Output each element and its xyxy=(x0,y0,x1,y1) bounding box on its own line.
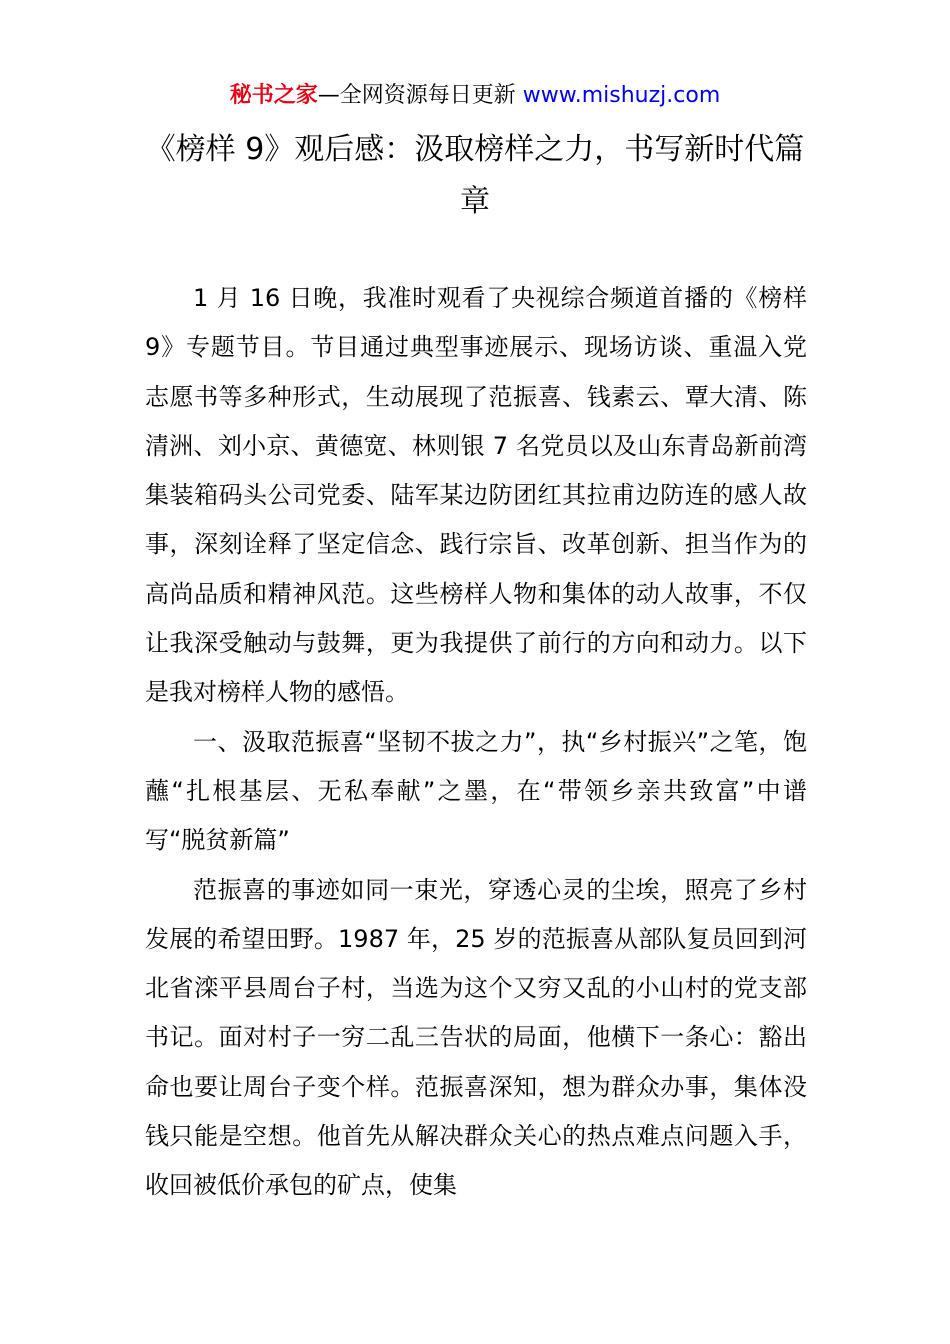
site-brand: 秘书之家 xyxy=(229,83,318,108)
section-heading-1: 一、汲取范振喜“坚韧不拔之力”，执“乡村振兴”之笔，饱蘸“扎根基层、无私奉献”之墨，在“带领乡亲共致富”中谱写“脱贫新篇” xyxy=(145,727,807,855)
document-title: 《榜样 9》观后感：汲取榜样之力，书写新时代篇章 xyxy=(145,132,805,219)
site-header xyxy=(0,80,950,112)
site-url-link[interactable]: www.mishuzj.com xyxy=(522,83,721,108)
site-tagline: —全网资源每日更新 xyxy=(317,83,523,108)
body-paragraph-intro: 1 月 16 日晚，我准时观看了央视综合频道首播的《榜样 9》专题节目。节目通过典型事迹展示、现场访谈、重温入党志愿书等多种形式，生动展现了范振喜、钱素云、覃大清、陈清洲、刘小京、黄德宽、林则银 7 名党员以及山东青岛新前湾集装箱码头公司党委、陆军某边防团红其拉甫边防连的感人故事，深刻诠释了坚定信念、践行宗旨、改革创新、担当作为的高尚品质和精神风范。这些榜样人物和集体的动人故事，不仅让我深受触动与鼓舞，更为我提供了前行的方向和动力。以下是我对榜样人物的感悟。 xyxy=(145,284,807,707)
document-body xyxy=(145,274,807,1211)
body-paragraph-section-1: 范振喜的事迹如同一束光，穿透心灵的尘埃，照亮了乡村发展的希望田野。1987 年，25 岁的范振喜从部队复员回到河北省滦平县周台子村，当选为这个又穷又乱的小山村的党支部书记。面对村子一穷二乱三告状的局面，他横下一条心：豁出命也要让周台子变个样。范振喜深知，想为群众办事，集体没钱只能是空想。他首先从解决群众关心的热点难点问题入手，收回被低价承包的矿点，使集 xyxy=(145,875,807,1200)
